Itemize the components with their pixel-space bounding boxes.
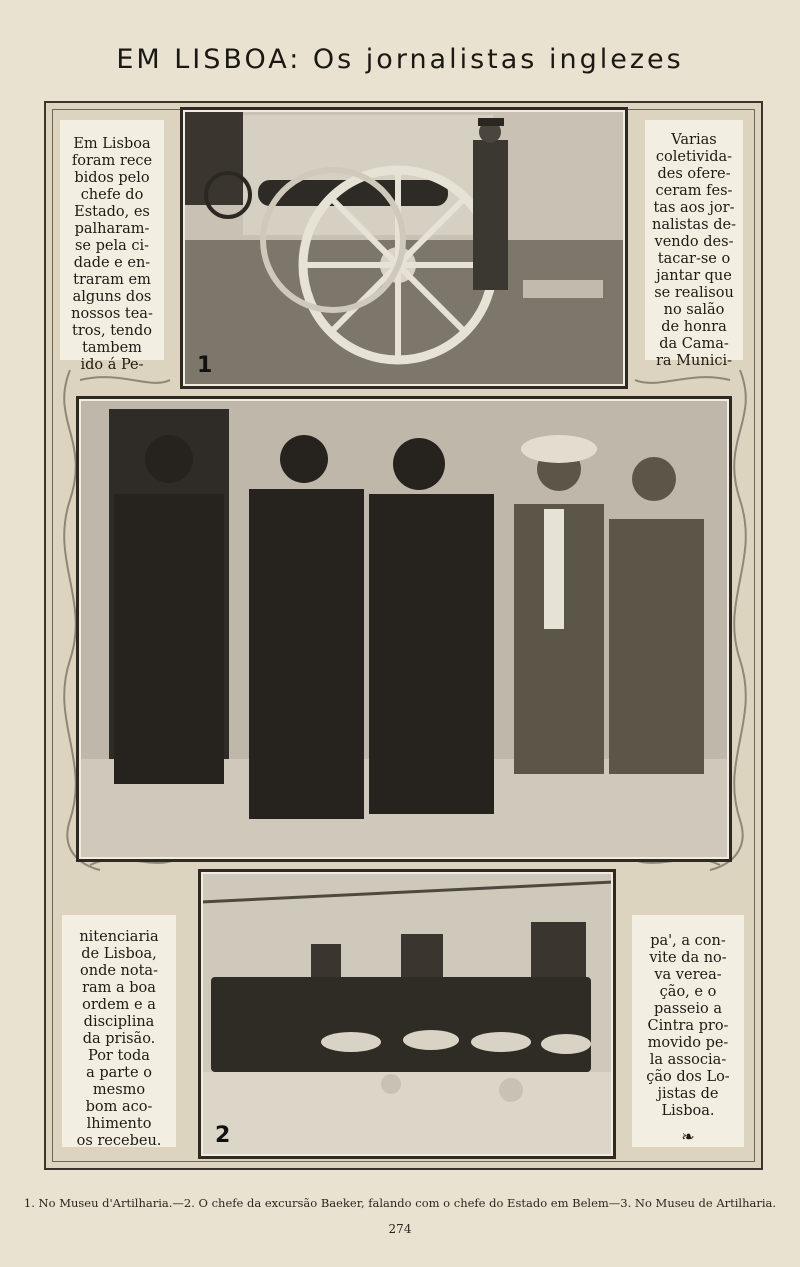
text-top-left: Em Lisboa foram rece bidos pelo chefe do Estado, es palharam- se pela ci- dade e en- traram em alguns dos nossos tea- tros, tendo tambem ido á Pe- bbox=[60, 120, 164, 360]
figure-caption: 1. No Museu d'Artilharia.—2. O chefe da excursão Baeker, falando com o chefe do Estado em Belem—3. No Museu de Artilharia. bbox=[23, 1196, 777, 1210]
page-title: EM LISBOA: Os jornalistas inglezes bbox=[116, 44, 684, 75]
photo-number: 2 bbox=[215, 1123, 231, 1148]
photo-meeting bbox=[76, 396, 732, 862]
text-bottom-right: pa', a con- vite da no- va verea- ção, e o passeio a Cintra pro- movido pe- la associa- ção dos Lo- jistas de Lisboa. ❧ bbox=[632, 915, 744, 1147]
photo-museum-group bbox=[198, 869, 616, 1159]
page-number: 274 bbox=[388, 1222, 412, 1236]
photo-cannon bbox=[180, 107, 628, 389]
photo-number: 1 bbox=[197, 353, 213, 378]
text-bottom-left: nitenciaria de Lisboa, onde nota- ram a boa ordem e a disciplina da prisão. Por toda a parte o mesmo bom aco- lhimento os recebeu. bbox=[62, 915, 176, 1147]
fleuron-icon: ❧ bbox=[681, 1127, 695, 1146]
text-top-right: Varias coletivida- des ofere- ceram fes- tas aos jor- nalistas de- vendo des- tacar-se o jantar que se realisou no salão de honra da Cama- ra Munici- bbox=[645, 120, 743, 360]
